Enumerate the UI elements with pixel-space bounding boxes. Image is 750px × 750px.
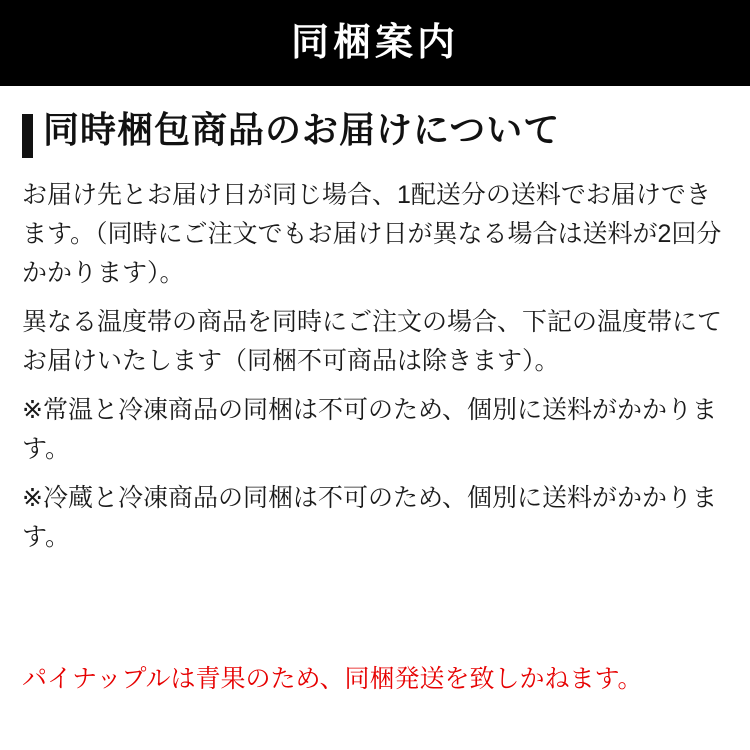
section-heading-label: 同時梱包商品のお届けについて: [43, 109, 561, 150]
heading-bar-icon: [22, 114, 33, 158]
notice-area: [22, 661, 728, 699]
paragraph-temperature-zone: 異なる温度帯の商品を同時にご注文の場合、下記の温度帯にてお届けいたします（同梱不可商品は除きます）。: [22, 308, 723, 375]
paragraph-room-temp-frozen: ※常温と冷凍商品の同梱は不可のため、個別に送料がかかります。: [22, 396, 717, 463]
paragraph-chilled-frozen: ※冷蔵と冷凍商品の同梱は不可のため、個別に送料がかかります。: [22, 484, 717, 551]
paragraph-shipping-same-destination: お届け先とお届け日が同じ場合、1配送分の送料でお届けできます。（同時にご注文でもお届け日が異なる場合は送料が2回分かかります）。: [22, 181, 722, 287]
page-header: [0, 0, 750, 86]
content-area: [0, 86, 750, 557]
pineapple-notice: パイナップルは青果のため、同梱発送を致しかねます。: [22, 664, 643, 693]
section-heading: [22, 108, 728, 158]
page-title: 同梱案内: [290, 22, 459, 64]
